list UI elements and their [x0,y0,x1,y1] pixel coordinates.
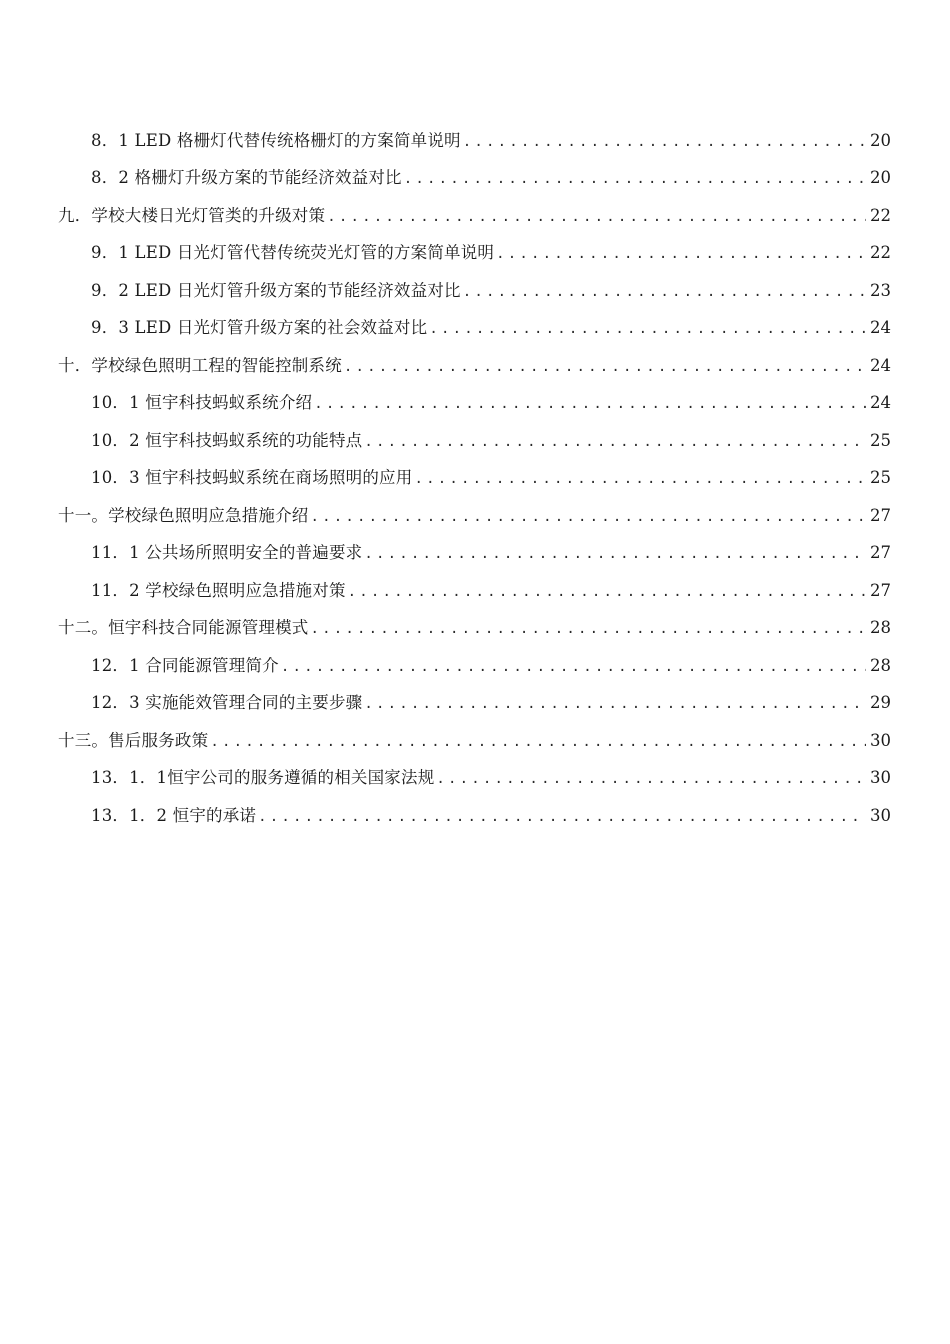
toc-page-number: 24 [870,318,891,337]
toc-page-number: 25 [870,430,891,450]
toc-entry[interactable] [58,714,891,752]
dot-leader [364,432,866,452]
toc-entry[interactable] [58,789,891,827]
toc-entry-title: 10．2 恒宇科技蚂蚁系统的功能特点 [91,430,363,450]
toc-entry[interactable] [58,114,891,152]
toc-entry-title: 9．2 LED 日光灯管升级方案的节能经济效益对比 [91,280,461,300]
toc-page-number: 30 [870,730,891,750]
toc-page-number: 29 [870,693,891,712]
toc-entry[interactable] [58,564,891,602]
toc-entry[interactable] [58,414,891,452]
toc-entry-title: 13．1．1恒宇公司的服务遵循的相关国家法规 [91,768,435,787]
toc-entry-title: 13．1．2 恒宇的承诺 [91,805,257,825]
toc-entry-title: 12．3 实施能效管理合同的主要步骤 [91,693,363,712]
toc-entry[interactable] [58,489,891,527]
dot-leader [314,394,866,414]
toc-page-number: 27 [870,505,891,525]
toc-entry[interactable] [58,677,891,715]
toc-page-number: 28 [870,618,891,637]
dot-leader [429,319,866,339]
toc-entry-title: 8．2 格栅灯升级方案的节能经济效益对比 [91,168,402,187]
toc-entry-title: 十二。恒宇科技合同能源管理模式 [58,618,309,637]
dot-leader [327,207,866,227]
dot-leader [436,769,866,789]
toc-entry-title: 九．学校大楼日光灯管类的升级对策 [58,205,326,225]
toc-entry[interactable] [58,752,891,790]
toc-entry[interactable] [58,302,891,340]
dot-leader [496,244,866,264]
toc-entry-title: 十一。学校绿色照明应急措施介绍 [58,505,309,525]
toc-page-number: 27 [870,580,891,600]
toc-entry-title: 8．1 LED 格栅灯代替传统格栅灯的方案简单说明 [91,130,461,150]
toc-page-number: 20 [870,130,891,150]
toc-entry-title: 十三。售后服务政策 [58,730,209,750]
toc-page-number: 27 [870,543,891,562]
toc-page-number: 28 [870,655,891,675]
table-of-contents [58,114,891,827]
dot-leader [463,282,866,302]
toc-entry[interactable] [58,189,891,227]
dot-leader [344,357,866,377]
toc-entry[interactable] [58,527,891,565]
toc-page-number: 30 [870,805,891,825]
dot-leader [281,657,866,677]
toc-entry[interactable] [58,152,891,190]
dot-leader [364,544,866,564]
toc-entry[interactable] [58,452,891,490]
toc-entry-title: 11．1 公共场所照明安全的普遍要求 [91,543,363,562]
dot-leader [311,507,867,527]
dot-leader [364,694,866,714]
toc-entry-title: 9．3 LED 日光灯管升级方案的社会效益对比 [91,318,428,337]
dot-leader [258,807,866,827]
toc-entry-title: 10．1 恒宇科技蚂蚁系统介绍 [91,393,313,412]
toc-entry-title: 9．1 LED 日光灯管代替传统荧光灯管的方案简单说明 [91,243,495,262]
dot-leader [311,619,867,639]
toc-page-number: 22 [870,243,891,262]
toc-entry-title: 12．1 合同能源管理简介 [91,655,279,675]
toc-entry-title: 十．学校绿色照明工程的智能控制系统 [58,355,342,375]
toc-entry[interactable] [58,602,891,640]
dot-leader [210,732,866,752]
toc-entry[interactable] [58,227,891,265]
toc-entry[interactable] [58,377,891,415]
dot-leader [404,169,866,189]
toc-entry[interactable] [58,339,891,377]
toc-entry-title: 10．3 恒宇科技蚂蚁系统在商场照明的应用 [91,468,413,487]
toc-entry[interactable] [58,639,891,677]
toc-entry[interactable] [58,264,891,302]
dot-leader [348,582,866,602]
toc-entry-title: 11．2 学校绿色照明应急措施对策 [91,580,346,600]
toc-page-number: 24 [870,355,891,375]
toc-page-number: 20 [870,168,891,187]
toc-page-number: 30 [870,768,891,787]
toc-page-number: 23 [870,280,891,300]
toc-page-number: 25 [870,468,891,487]
toc-page-number: 24 [870,393,891,412]
dot-leader [463,132,866,152]
toc-page-number: 22 [870,205,891,225]
dot-leader [414,469,866,489]
